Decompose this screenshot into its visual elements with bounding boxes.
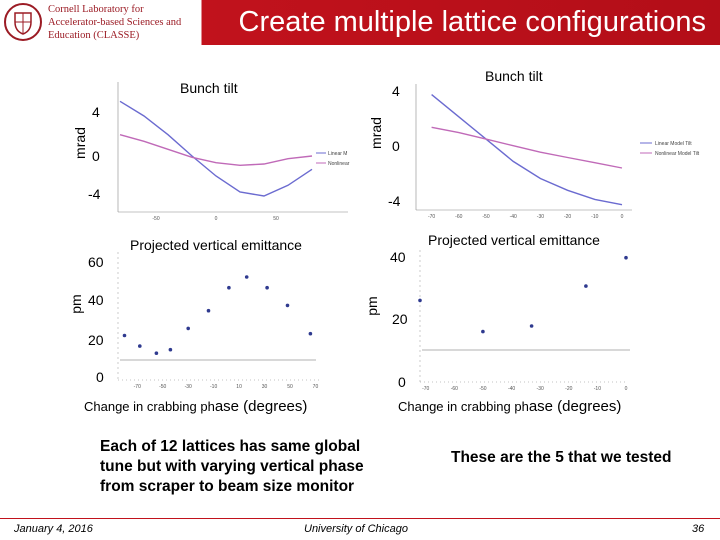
x-tick-label: 10 — [236, 384, 242, 390]
caption-line: tune but with varying vertical phase — [100, 458, 364, 475]
slide-title: Create multiple lattice configurations — [238, 6, 706, 38]
x-tick-label: 0 — [620, 214, 624, 220]
right-tilt-plot — [410, 82, 710, 222]
series-line-nonlinear-model — [432, 127, 622, 168]
data-point — [155, 351, 159, 355]
legend-label: Linear Model Tilt — [655, 141, 692, 147]
right-tilt-ylabel: mrad — [368, 117, 384, 149]
data-point — [227, 286, 231, 290]
series-line-nonlinear — [120, 135, 312, 166]
left-caption — [100, 437, 364, 497]
x-tick-label: 0 — [214, 216, 218, 222]
x-tick-label: -30 — [536, 386, 544, 392]
x-tick-label: -20 — [565, 386, 573, 392]
x-tick-label: 30 — [261, 384, 268, 390]
left-emit-title: Projected vertical emittance — [130, 237, 302, 253]
caption-line: Each of 12 lattices has same global — [100, 438, 361, 455]
data-point — [186, 327, 190, 331]
data-point — [309, 332, 313, 336]
data-point — [245, 275, 249, 279]
xlabel-part: Change in crabbing ph — [84, 399, 215, 414]
org-line: Cornell Laboratory for — [48, 4, 144, 15]
x-tick-label: -50 — [482, 214, 490, 220]
left-emit-ylabel: pm — [68, 294, 84, 314]
data-point — [584, 284, 588, 288]
data-point — [624, 256, 628, 260]
left-tilt-ylabel: mrad — [72, 127, 88, 159]
left-emit-tick: 60 — [88, 254, 104, 270]
data-point — [530, 324, 534, 328]
data-point — [286, 304, 290, 308]
x-tick-label: -70 — [422, 386, 430, 392]
x-tick-label: -40 — [507, 386, 516, 392]
org-line: Education (CLASSE) — [48, 30, 140, 41]
x-tick-label: -20 — [563, 214, 572, 220]
x-tick-label: 50 — [287, 384, 293, 390]
caption-line: from scraper to beam size monitor — [100, 478, 355, 495]
right-xlabel — [398, 398, 621, 415]
right-emit-tick: 0 — [398, 374, 406, 390]
xlabel-part: ase (degrees) — [214, 398, 308, 415]
x-tick-label: -10 — [593, 386, 602, 392]
footer-divider — [0, 518, 720, 519]
x-tick-label: -10 — [591, 214, 599, 220]
x-tick-label: -70 — [133, 384, 141, 390]
right-emit-title: Projected vertical emittance — [428, 232, 600, 248]
x-tick-label: -60 — [455, 214, 463, 220]
org-name — [48, 3, 181, 42]
data-point — [138, 344, 142, 348]
x-tick-label: 70 — [312, 384, 319, 390]
legend-label: Nonlinear Model Tilt — [655, 151, 700, 157]
x-tick-label: -30 — [536, 214, 545, 220]
left-tilt-tick: 0 — [92, 148, 100, 164]
footer-date: January 4, 2016 — [14, 523, 93, 535]
data-point — [418, 299, 422, 303]
left-tilt-tick: 4 — [92, 104, 100, 120]
left-tilt-title: Bunch tilt — [180, 80, 238, 96]
x-tick-label: -70 — [427, 214, 436, 220]
x-tick-label: -40 — [509, 214, 517, 220]
right-emit-plot — [414, 246, 636, 394]
org-line: Accelerator-based Sciences and — [48, 17, 182, 28]
left-emit-tick: 20 — [88, 332, 104, 348]
right-emit-ylabel: pm — [364, 296, 380, 316]
legend-label: Nonlinear — [328, 161, 350, 167]
data-point — [481, 330, 485, 334]
data-point — [265, 286, 269, 290]
x-tick-label: -50 — [159, 384, 167, 390]
left-tilt-plot — [112, 80, 352, 230]
x-tick-label: -10 — [210, 384, 218, 390]
x-tick-label: 0 — [624, 386, 628, 392]
x-tick-label: -30 — [184, 384, 192, 390]
x-tick-label: -60 — [450, 386, 458, 392]
left-tilt-tick: -4 — [88, 186, 101, 202]
series-line-linear — [120, 101, 312, 196]
cornell-seal-icon — [3, 2, 43, 42]
right-tilt-tick: 4 — [392, 83, 400, 99]
footer-venue: University of Chicago — [304, 523, 408, 535]
data-point — [207, 309, 211, 313]
x-tick-label: -50 — [152, 216, 160, 222]
data-point — [169, 348, 173, 352]
left-emit-plot — [112, 250, 332, 392]
slide-header — [0, 0, 720, 45]
x-tick-label: 50 — [273, 216, 279, 222]
xlabel-part: Change in crabbing ph — [398, 399, 529, 414]
left-xlabel — [84, 398, 307, 415]
right-tilt-tick: -4 — [388, 193, 401, 209]
right-emit-tick: 20 — [392, 311, 408, 327]
xlabel-part: ase (degrees) — [528, 398, 622, 415]
left-emit-tick: 40 — [88, 292, 104, 308]
data-point — [123, 334, 127, 338]
right-tilt-title: Bunch tilt — [485, 68, 543, 84]
x-tick-label: -50 — [479, 386, 487, 392]
right-caption: These are the 5 that we tested — [451, 449, 672, 466]
right-tilt-tick: 0 — [392, 138, 400, 154]
page-number: 36 — [692, 523, 705, 535]
legend-label: Linear M — [328, 151, 348, 157]
left-emit-tick: 0 — [96, 369, 104, 385]
right-emit-tick: 40 — [390, 249, 406, 265]
